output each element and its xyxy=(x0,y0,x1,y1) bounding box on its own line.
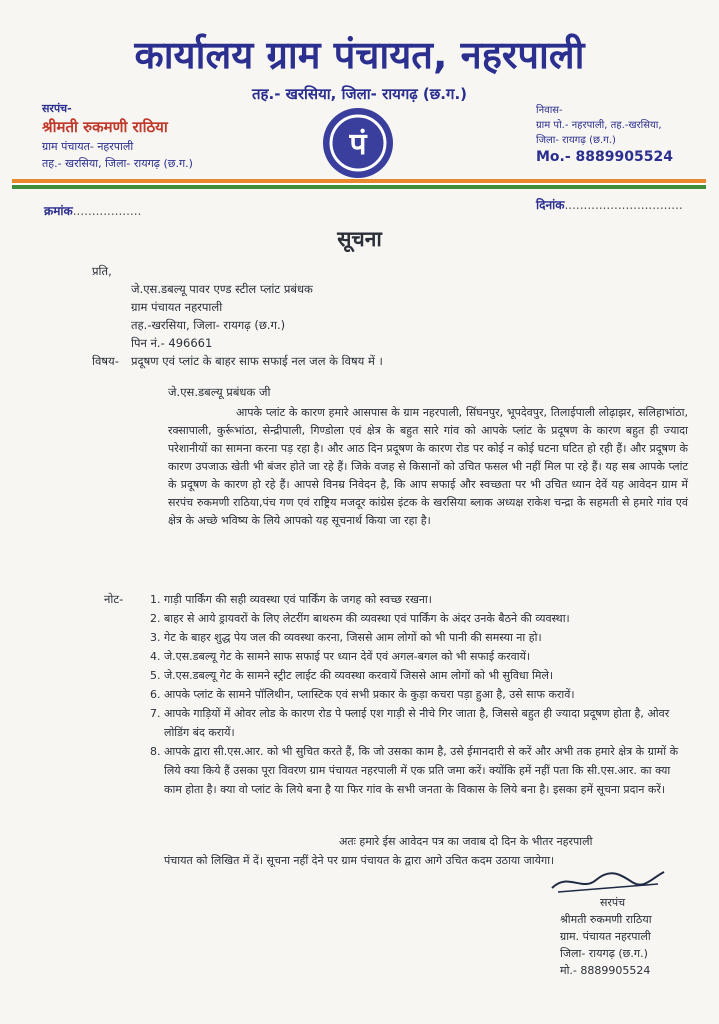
sarpanch-name: श्रीमती रुकमणी राठिया xyxy=(42,118,168,136)
reference-number xyxy=(44,202,141,219)
note-item xyxy=(150,704,690,742)
note-text: जे.एस.डबल्यू गेट के सामने साफ सफाई पर ध्यान देवें एवं अगल-बगल को भी सफाई करवायें। xyxy=(164,650,531,663)
reference-number-dots: .................. xyxy=(72,204,142,218)
note-item xyxy=(150,609,690,628)
recipient-line-2: ग्राम पंचायत नहरपाली xyxy=(131,300,223,314)
reference-date-dots: ............................... xyxy=(564,198,683,212)
note-number: 7. xyxy=(150,707,161,720)
panchayat-logo xyxy=(323,108,393,178)
recipient-prati: प्रति, xyxy=(92,264,112,278)
note-number: 6. xyxy=(150,688,161,701)
notes-list xyxy=(150,590,690,799)
note-text: जे.एस.डबल्यू गेट के सामने स्ट्रीट लाईट की व्यवस्था करवायें जिससे आम लोगों को भी सुविधा मिले। xyxy=(164,669,554,682)
office-address: तह.- खरसिया, जिला- रायगढ़ (छ.ग.) xyxy=(251,85,467,103)
salutation: जे.एस.डबल्यू प्रबंधक जी xyxy=(168,385,271,399)
note-item xyxy=(150,647,690,666)
body-paragraph-text: आपके प्लांट के कारण हमारे आसपास के ग्राम नहरपाली, सिंघनपुर, भूपदेवपुर, तिलाईपाली लोढ़ाझर, सलिहाभांठा, रक्सापाली, कुर्रूभांठा, सेन्द्रीपाली, गिण्डोला एवं क्षेत्र के बहुत सारे गांव को आपके प्लांट के प्रदूषण के कारण बहुत ही ज्यादा परेशानीयों का सामना करना पड़ रहा है। और आठ दिन प्रदूषण के कारण रोड पर कोई न कोई घटना घटित हो रही हैं। और प्रदूषण के कारण उपजाऊ खेती भी बंजर होते जा रहे हैं। जिके वजह से किसानों को उचित फसल भी नहीं मिल पा रहे हैं। यह सब आपके प्लांट के प्रदूषण के कारण हो रहे हैं। आपसे विनम्र निवेदन है, कि आप सफाई और स्वच्छता पर भी उचित ध्यान देवें यह आवेदन ग्राम में सरपंच रुकमणी राठिया,पंच गण एवं राष्ट्रिय मजदूर कांग्रेस इंटक के खरसिया ब्लाक अध्यक्ष राकेश चन्द्रा के सहमती से हमारे गांव एवं क्षेत्र के अच्छे भविष्य के लिये आपको यह सूचनार्थ किया जा रहा है। xyxy=(168,406,688,527)
note-label: नोट- xyxy=(104,592,124,606)
closing-line-1: अतः हमारे ईस आवेदन पत्र का जवाब दो दिन के भीतर नहरपाली xyxy=(339,835,593,848)
recipient-line-3: तह.-खरसिया, जिला- रायगढ़ (छ.ग.) xyxy=(131,318,286,332)
note-number: 8. xyxy=(150,745,161,758)
signature-block xyxy=(560,894,652,979)
logo-letter: पं xyxy=(349,127,367,162)
sarpanch-block xyxy=(42,100,193,172)
reference-date-label: दिनांक xyxy=(536,198,565,212)
recipient-line-1: जे.एस.डबल्यू पावर एण्ड स्टील प्लांट प्रबंधक xyxy=(131,282,313,296)
note-text: गाड़ी पार्किंग की सही व्यवस्था एवं पार्किंग के जगह को स्वच्छ रखना। xyxy=(164,593,432,606)
note-item xyxy=(150,590,690,609)
sarpanch-label: सरपंच- xyxy=(42,102,72,115)
signatory-mobile: मो.- 8889905524 xyxy=(560,964,651,977)
letterhead-mobile: Mo.- 8889905524 xyxy=(536,149,673,165)
office-title: कार्यालय ग्राम पंचायत, नहरपाली xyxy=(134,33,585,77)
handwritten-signature xyxy=(548,866,668,896)
signatory-panchayat: ग्राम. पंचायत नहरपाली xyxy=(560,930,651,943)
reference-number-label: क्रमांक xyxy=(44,204,73,218)
note-number: 2. xyxy=(150,612,161,625)
closing-paragraph xyxy=(164,832,684,870)
subject-label: विषय- xyxy=(92,354,119,368)
residence-line-2: जिला- रायगढ़ (छ.ग.) xyxy=(536,135,616,146)
sarpanch-address: तह.- खरसिया, जिला- रायगढ़ (छ.ग.) xyxy=(42,157,193,170)
note-number: 4. xyxy=(150,650,161,663)
notice-heading: सूचना xyxy=(337,227,382,251)
signatory-role: सरपंच xyxy=(600,896,626,909)
reference-date xyxy=(536,196,683,213)
recipient-line-4: पिन नं.- 496661 xyxy=(131,336,213,350)
signatory-name: श्रीमती रुकमणी राठिया xyxy=(560,913,652,926)
note-text: गेट के बाहर शुद्ध पेय जल की व्यवस्था करना, जिससे आम लोगों को भी पानी की समस्या ना हो। xyxy=(164,631,542,644)
residence-block xyxy=(536,103,673,165)
sarpanch-panchayat: ग्राम पंचायत- नहरपाली xyxy=(42,140,134,153)
subject-text: प्रदूषण एवं प्लांट के बाहर साफ सफाई नल जल के विषय में । xyxy=(131,354,383,368)
note-item xyxy=(150,685,690,704)
note-text: आपके प्लांट के सामने पॉलिथीन, प्लास्टिक एवं सभी प्रकार के कुड़ा कचरा पड़ा हुआ है, उसे साफ करावें। xyxy=(164,688,575,701)
note-number: 3. xyxy=(150,631,161,644)
note-item xyxy=(150,742,690,799)
note-item xyxy=(150,666,690,685)
residence-label: निवास- xyxy=(536,105,563,116)
body-paragraph xyxy=(168,404,688,530)
note-number: 1. xyxy=(150,593,161,606)
closing-line-2: पंचायत को लिखित में दें। सूचना नहीं देने पर ग्राम पंचायत के द्वारा आगे उचित कदम उठाया जायेगा। xyxy=(164,854,555,867)
recipient-address xyxy=(131,280,313,352)
panchayat-logo-icon xyxy=(323,108,393,178)
green-stripe xyxy=(12,185,706,189)
note-text: आपके गाड़ियों में ओवर लोड के कारण रोड पे फ्लाई एश गाड़ी से नीचे गिर जाता है, जिससे बहुत ही ज्यादा प्रदूषण होता है, ओवर लोडिंग बंद करायें। xyxy=(164,707,670,739)
note-number: 5. xyxy=(150,669,161,682)
note-item xyxy=(150,628,690,647)
signatory-district: जिला- रायगढ़ (छ.ग.) xyxy=(560,947,648,960)
note-text: आपके द्वारा सी.एस.आर. को भी सुचित करते हैं, कि जो उसका काम है, उसे ईमानदारी से करें और अभी तक हमारे क्षेत्र के ग्रामों के लिये क्या किये हैं उसका पूरा विवरण ग्राम पंचायत नहरपाली में एक प्रति जमा करें। क्योंकि हमें नहीं पता कि सी.एस.आर. का क्या काम होता है। क्या वो प्लांट के लिये बना है या फिर गांव के सभी जनता के विकास के लिये बना है। इसका हमें सूचना प्रदान करें। xyxy=(164,745,679,796)
note-text: बाहर से आये ड्रायवरों के लिए लेटरींग बाथरुम की व्यवस्था एवं पार्किंग के अंदर उनके बैठने की व्यवस्था। xyxy=(164,612,570,625)
residence-line-1: ग्राम पो.- नहरपाली, तह.-खरसिया, xyxy=(536,120,662,131)
